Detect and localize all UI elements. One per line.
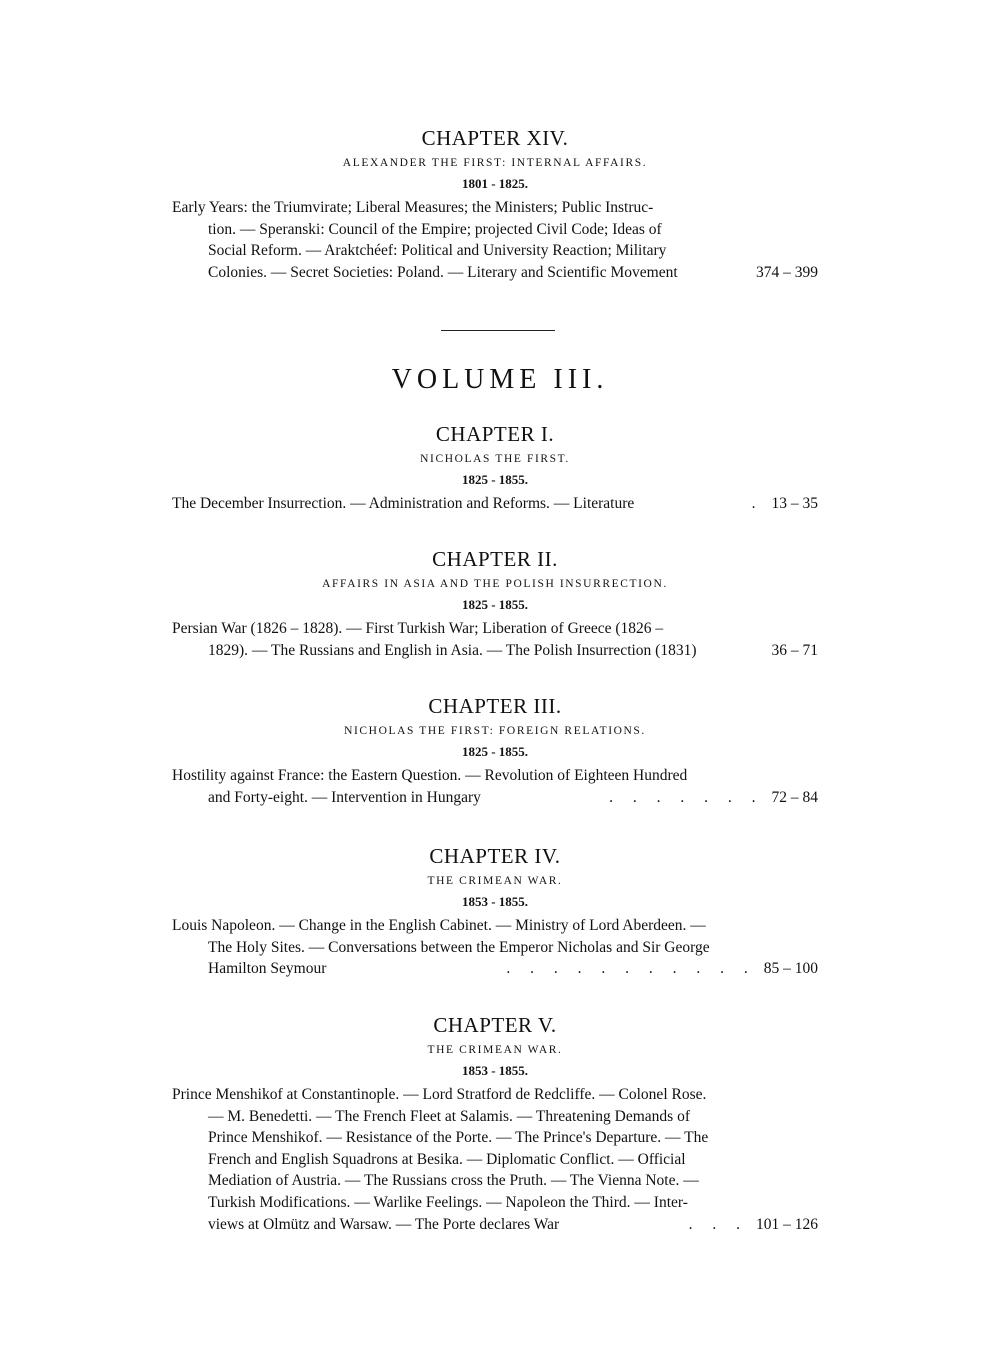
chapter-iii — [172, 694, 818, 808]
page-range: 374 – 399 — [756, 263, 818, 281]
chapter-title: CHAPTER II. — [432, 547, 558, 571]
chapter-summary — [172, 618, 818, 661]
chapter-ii — [172, 547, 818, 661]
chapter-summary — [172, 915, 818, 980]
summary-line: Hostility against France: the Eastern Question. — Revolution of Eighteen Hundred — [172, 767, 688, 784]
chapter-summary — [172, 1084, 818, 1235]
summary-line: tion. — Speranski: Council of the Empire; projected Civil Code; Ideas of — [208, 220, 662, 238]
summary-line: Turkish Modifications. — Warlike Feelings. — Napoleon the Third. — Inter- — [208, 1193, 688, 1211]
summary-line: The December Insurrection. — Administration and Reforms. — Literature . 13 – 35 — [172, 493, 818, 515]
chapter-subtitle: NICHOLAS THE FIRST. — [420, 453, 570, 465]
summary-line: views at Olmütz and Warsaw. — The Porte declares War . . . 101 – 126 — [172, 1214, 818, 1236]
page-range: 36 – 71 — [771, 641, 818, 659]
chapter-summary — [172, 765, 818, 808]
chapter-subtitle: NICHOLAS THE FIRST: FOREIGN RELATIONS. — [344, 725, 646, 737]
chapter-subtitle: THE CRIMEAN WAR. — [427, 875, 563, 887]
summary-line: Prince Menshikof. — Resistance of the Porte. — The Prince's Departure. — The — [208, 1129, 709, 1147]
section-divider — [441, 330, 555, 331]
page-range: 101 – 126 — [756, 1215, 818, 1233]
volume-heading: VOLUME III. — [391, 364, 609, 395]
summary-line: The Holy Sites. — Conversations between the Emperor Nicholas and Sir George — [208, 938, 710, 956]
summary-line: Louis Napoleon. — Change in the English Cabinet. — Ministry of Lord Aberdeen. — — [172, 917, 706, 934]
chapter-subtitle: THE CRIMEAN WAR. — [427, 1044, 563, 1056]
page-range: 85 – 100 — [763, 960, 818, 978]
chapter-summary — [172, 493, 818, 515]
chapter-summary — [172, 197, 818, 283]
chapter-title: CHAPTER I. — [435, 422, 555, 446]
summary-line: Prince Menshikof at Constantinople. — Lord Stratford de Redcliffe. — Colonel Rose. — [172, 1086, 707, 1103]
chapter-dates: 1853 - 1855. — [461, 894, 529, 909]
summary-line: French and English Squadrons at Besika. — Diplomatic Conflict. — Official — [208, 1150, 686, 1168]
chapter-iv — [172, 844, 818, 980]
summary-line: Early Years: the Triumvirate; Liberal Measures; the Ministers; Public Instruc- — [172, 199, 654, 216]
summary-line: Colonies. — Secret Societies: Poland. — Literary and Scientific Movement 374 – 399 — [172, 262, 818, 284]
summary-line: — M. Benedetti. — The French Fleet at Salamis. — Threatening Demands of — [208, 1107, 690, 1125]
dot-leaders: . — [751, 495, 764, 512]
dot-leaders: . . . . . . . . . . . — [506, 960, 756, 978]
chapter-title: CHAPTER V. — [433, 1013, 557, 1037]
chapter-dates: 1801 - 1825. — [461, 176, 529, 191]
chapter-dates: 1853 - 1855. — [461, 1063, 529, 1078]
dot-leaders: . . . . . . . — [609, 788, 764, 806]
chapter-i — [172, 422, 818, 515]
chapter-dates: 1825 - 1855. — [461, 472, 529, 487]
summary-line: Social Reform. — Araktchéef: Political and University Reaction; Military — [208, 242, 667, 260]
dot-leaders: . . . — [688, 1215, 748, 1233]
summary-line: Mediation of Austria. — The Russians cross the Pruth. — The Vienna Note. — — [208, 1172, 699, 1190]
chapter-v — [172, 1013, 818, 1235]
chapter-title: CHAPTER IV. — [429, 844, 561, 868]
summary-line: Hamilton Seymour . . . . . . . . . . . 85 – 100 — [172, 958, 818, 980]
summary-line: 1829). — The Russians and English in Asia. — The Polish Insurrection (1831) 36 – 71 — [172, 640, 818, 662]
chapter-dates: 1825 - 1855. — [461, 744, 529, 759]
page-range: 13 – 35 — [771, 495, 818, 512]
page-range: 72 – 84 — [771, 788, 818, 806]
chapter-xiv — [172, 126, 818, 283]
chapter-subtitle: ALEXANDER THE FIRST: INTERNAL AFFAIRS. — [342, 157, 648, 169]
chapter-title: CHAPTER III. — [428, 694, 562, 718]
summary-line: and Forty-eight. — Intervention in Hungary . . . . . . . 72 – 84 — [172, 787, 818, 809]
chapter-subtitle: AFFAIRS IN ASIA AND THE POLISH INSURRECTION. — [322, 578, 668, 590]
chapter-title: CHAPTER XIV. — [421, 126, 569, 150]
summary-line: Persian War (1826 – 1828). — First Turkish War; Liberation of Greece (1826 – — [172, 620, 664, 637]
chapter-dates: 1825 - 1855. — [461, 597, 529, 612]
